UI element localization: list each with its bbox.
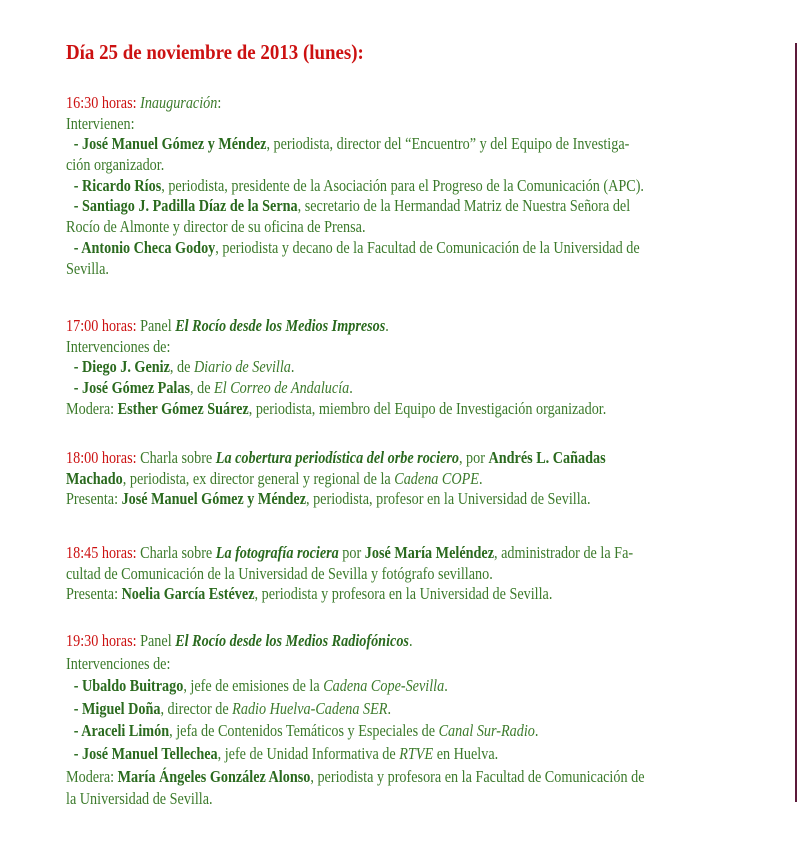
speaker-item bbox=[66, 378, 754, 399]
session-1845 bbox=[66, 543, 754, 605]
punctuation: . bbox=[290, 357, 295, 377]
punctuation: . bbox=[478, 468, 483, 488]
speaker-desc: , administrador de la Fa- bbox=[493, 543, 634, 562]
speaker-desc: , jefe de emisiones de la bbox=[183, 676, 324, 696]
session-1800 bbox=[66, 448, 754, 510]
punctuation: . bbox=[408, 631, 413, 650]
session-heading bbox=[66, 448, 754, 469]
session-type: Charla sobre bbox=[136, 543, 216, 562]
session-1630 bbox=[66, 93, 754, 279]
moderator-desc: , periodista y profesora en la Facultad de Comunicación de bbox=[310, 766, 645, 786]
presenter-label: Presenta: bbox=[66, 489, 122, 509]
session-topic: Inauguración bbox=[140, 93, 218, 112]
session-heading bbox=[66, 93, 754, 114]
speaker-item bbox=[66, 720, 754, 743]
speaker-name: José María Meléndez bbox=[364, 543, 494, 562]
session-1700 bbox=[66, 316, 754, 419]
speaker-name: - Miguel Doña bbox=[73, 698, 161, 718]
connector: , por bbox=[458, 448, 489, 467]
speaker-desc: , secretario de la Hermandad Matriz de Nuestra Señora del bbox=[297, 196, 631, 216]
speaker-desc: , jefe de Unidad Informativa de bbox=[217, 743, 400, 763]
session-time: 18:45 horas: bbox=[66, 543, 137, 562]
speaker-name: - José Gómez Palas bbox=[73, 378, 191, 398]
speaker-desc: , periodista, ex director general y regional de la bbox=[122, 468, 395, 488]
speaker-name: - Ricardo Ríos bbox=[73, 175, 162, 195]
moderator-name: Esther Gómez Suárez bbox=[117, 398, 249, 418]
moderator-line bbox=[66, 766, 754, 789]
speaker-desc-tail: en Huelva. bbox=[433, 743, 499, 763]
right-border-rule bbox=[795, 43, 797, 802]
session-topic: La cobertura periodística del orbe rociero bbox=[215, 448, 459, 467]
session-topic: El Rocío desde los Medios Radiofónicos bbox=[175, 631, 409, 650]
media-name: Radio Huelva-Cadena SER bbox=[232, 698, 388, 718]
punctuation: . bbox=[534, 721, 539, 741]
speaker-desc: , periodista, director del “Encuentro” y del Equipo de Investiga- bbox=[266, 134, 630, 154]
speaker-name: - Antonio Checa Godoy bbox=[73, 237, 216, 257]
session-heading bbox=[66, 316, 754, 337]
speaker-desc: , de bbox=[190, 378, 215, 398]
speaker-item bbox=[66, 357, 754, 378]
session-time: 18:00 horas: bbox=[66, 448, 137, 467]
speaker-item bbox=[66, 743, 754, 766]
session-time: 16:30 horas: bbox=[66, 93, 137, 112]
session-time: 17:00 horas: bbox=[66, 316, 137, 335]
session-type: Panel bbox=[136, 631, 176, 650]
session-1930 bbox=[66, 630, 754, 811]
speaker-item bbox=[66, 134, 754, 155]
presenter-name: José Manuel Gómez y Méndez bbox=[121, 489, 306, 509]
presenter-name: Noelia García Estévez bbox=[121, 584, 255, 604]
media-name: El Correo de Andalucía bbox=[214, 378, 350, 398]
speaker-item bbox=[66, 196, 754, 217]
media-name: RTVE bbox=[399, 743, 434, 763]
moderator-line bbox=[66, 399, 754, 420]
punctuation: . bbox=[387, 698, 391, 718]
moderator-desc: , periodista, miembro del Equipo de Investigación organizador. bbox=[248, 398, 607, 418]
speaker-name: - Diego J. Geniz bbox=[73, 357, 170, 377]
punctuation: . bbox=[349, 378, 353, 398]
intro-label: Intervienen: bbox=[66, 113, 135, 133]
presenter-line bbox=[66, 489, 754, 510]
speaker-item bbox=[66, 698, 754, 721]
moderator-desc-continued: la Universidad de Sevilla. bbox=[66, 789, 213, 809]
speaker-desc: , director de bbox=[160, 698, 233, 718]
intro-label: Intervenciones de: bbox=[66, 653, 171, 673]
session-heading bbox=[66, 630, 754, 653]
speaker-desc-continued: Sevilla. bbox=[66, 258, 109, 278]
speaker-name: - Ubaldo Buitrago bbox=[73, 676, 184, 696]
media-name: Diario de Sevilla bbox=[193, 357, 291, 377]
session-topic: El Rocío desde los Medios Impresos bbox=[175, 316, 386, 335]
presenter-line bbox=[66, 584, 754, 605]
speaker-name-continued: Machado bbox=[66, 468, 123, 488]
speaker-item bbox=[66, 675, 754, 698]
media-name: Cadena COPE bbox=[394, 468, 479, 488]
speaker-name: - José Manuel Gómez y Méndez bbox=[73, 134, 267, 154]
speaker-item bbox=[66, 176, 754, 197]
speaker-desc-continued: Rocío de Almonte y director de su oficina de Prensa. bbox=[66, 217, 366, 237]
presenter-desc: , periodista y profesora en la Universidad de Sevilla. bbox=[254, 584, 553, 604]
speaker-desc: , periodista, presidente de la Asociación para el Progreso de la Comunicación (APC). bbox=[161, 175, 644, 195]
media-name: Cadena Cope-Sevilla bbox=[323, 676, 445, 696]
page-title: Día 25 de noviembre de 2013 (lunes): bbox=[66, 40, 364, 64]
moderator-label: Modera: bbox=[66, 766, 118, 786]
speaker-line bbox=[66, 469, 754, 490]
speaker-name: - Araceli Limón bbox=[73, 721, 170, 741]
speaker-name: Andrés L. Cañadas bbox=[488, 448, 606, 467]
session-type: Charla sobre bbox=[136, 448, 216, 467]
speaker-name: - José Manuel Tellechea bbox=[73, 743, 218, 763]
session-topic: La fotografía rociera bbox=[215, 543, 339, 562]
session-time: 19:30 horas: bbox=[66, 631, 137, 650]
speaker-name: - Santiago J. Padilla Díaz de la Serna bbox=[73, 196, 298, 216]
speaker-desc-continued: cultad de Comunicación de la Universidad de Sevilla y fotógrafo sevillano. bbox=[66, 563, 493, 583]
speaker-item bbox=[66, 238, 754, 259]
session-type: Panel bbox=[136, 316, 176, 335]
presenter-desc: , periodista, profesor en la Universidad de Sevilla. bbox=[305, 489, 591, 509]
speaker-desc: , jefa de Contenidos Temáticos y Especiales de bbox=[169, 721, 439, 741]
moderator-name: María Ángeles González Alonso bbox=[117, 766, 311, 786]
session-heading bbox=[66, 543, 754, 564]
punctuation: . bbox=[385, 316, 389, 335]
connector: por bbox=[338, 543, 365, 562]
speaker-desc: , periodista y decano de la Facultad de Comunicación de la Universidad de bbox=[215, 237, 640, 257]
punctuation: . bbox=[444, 676, 448, 696]
punctuation: : bbox=[217, 93, 222, 112]
presenter-label: Presenta: bbox=[66, 584, 122, 604]
speaker-desc-continued: ción organizador. bbox=[66, 155, 165, 175]
intro-label: Intervenciones de: bbox=[66, 336, 171, 356]
moderator-label: Modera: bbox=[66, 398, 118, 418]
media-name: Canal Sur-Radio bbox=[438, 721, 535, 741]
speaker-desc: , de bbox=[169, 357, 194, 377]
